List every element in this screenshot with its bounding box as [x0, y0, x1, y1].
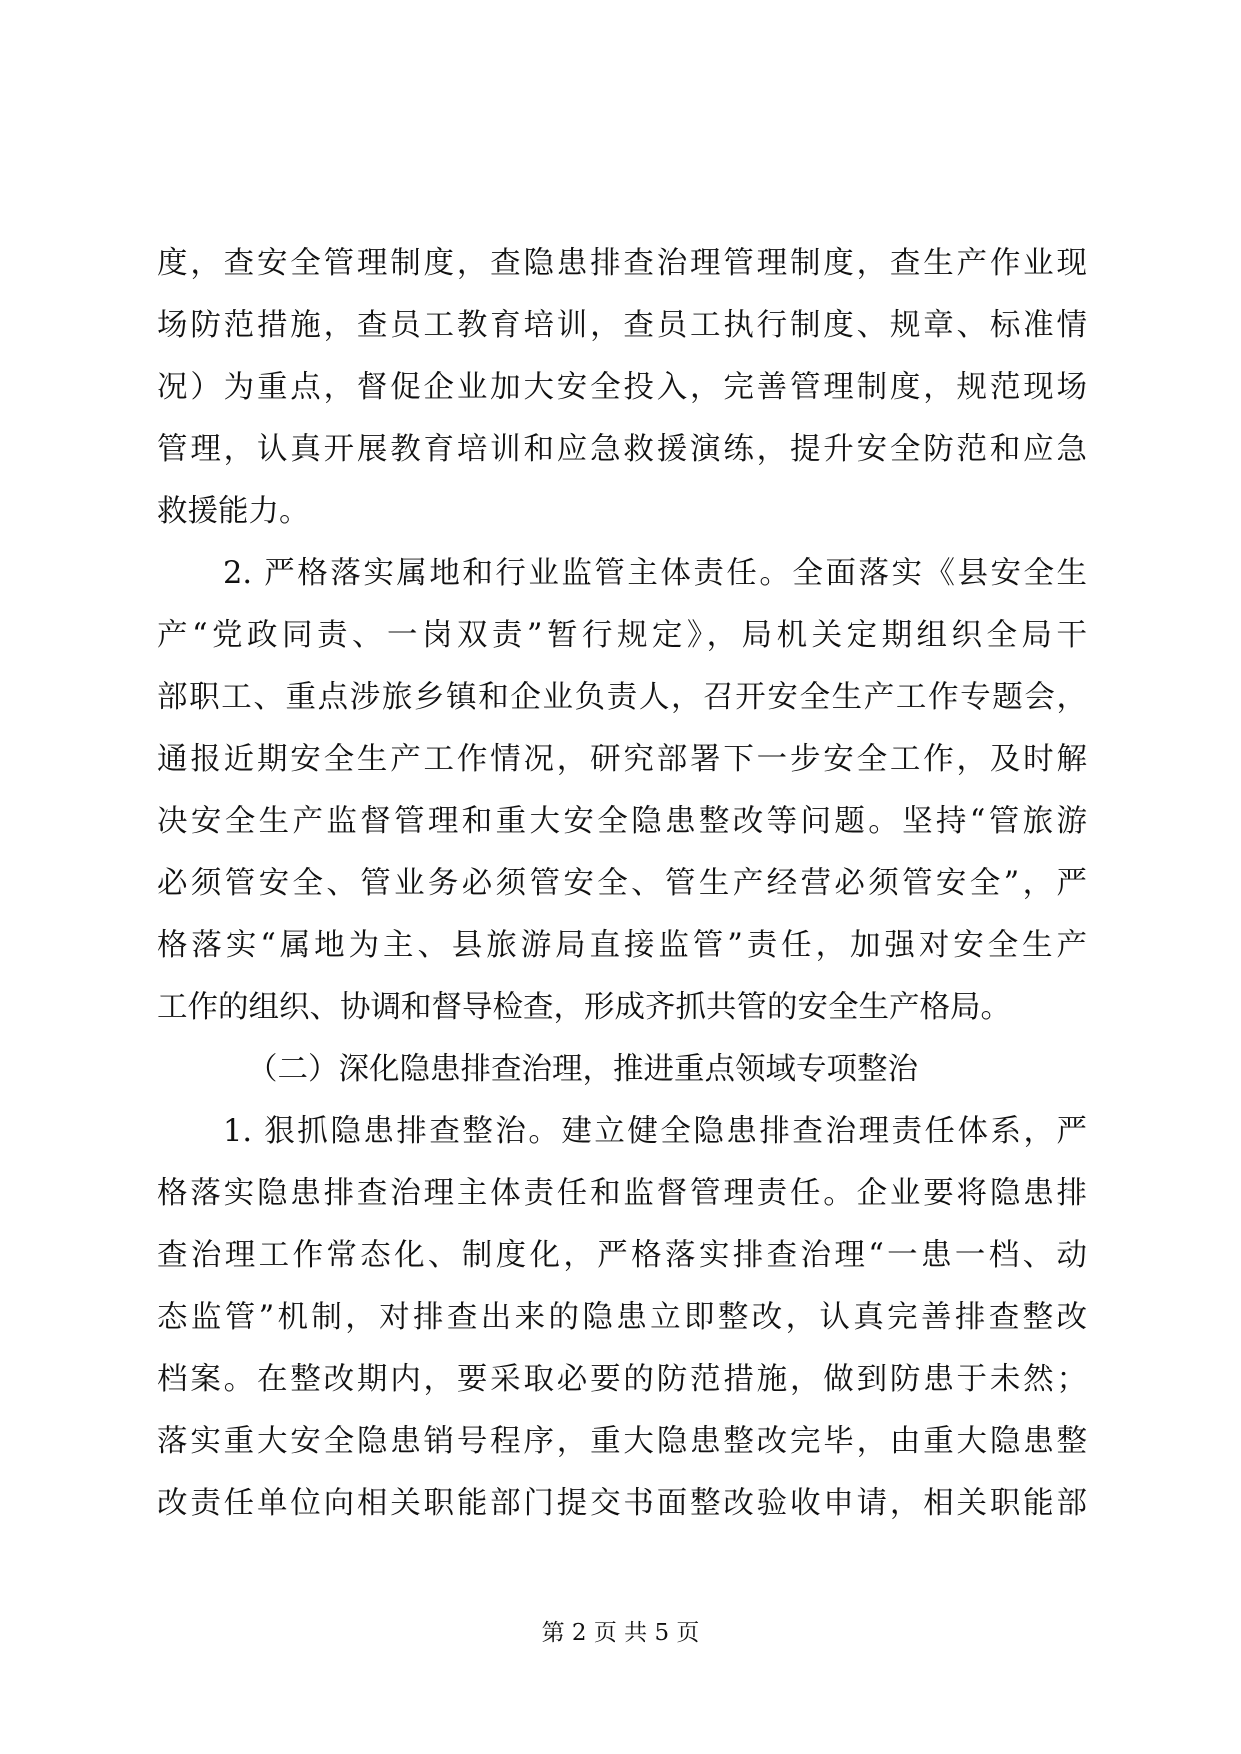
- text-line: 决安全生产监督管理和重大安全隐患整改等问题。坚持“管旅游: [157, 804, 1087, 839]
- text-line: 工作的组织、协调和督导检查，形成齐抓共管的安全生产格局。: [157, 990, 1011, 1025]
- text-line: 部职工、重点涉旅乡镇和企业负责人，召开安全生产工作专题会，: [157, 680, 1087, 715]
- text-line: 落实重大安全隐患销号程序，重大隐患整改完毕，由重大隐患整: [157, 1424, 1087, 1459]
- text-line: 度，查安全管理制度，查隐患排查治理管理制度，查生产作业现: [157, 246, 1087, 281]
- body-text: [157, 233, 1087, 1535]
- paragraph-first-line: 1. 狠抓隐患排查整治。建立健全隐患排查治理责任体系，严: [223, 1114, 1087, 1149]
- text-line: 管理，认真开展教育培训和应急救援演练，提升安全防范和应急: [157, 432, 1087, 467]
- text-line: 救援能力。: [157, 494, 310, 529]
- page-number: 第 2 页 共 5 页: [541, 1620, 700, 1646]
- text-line: 必须管安全、管业务必须管安全、管生产经营必须管安全”，严: [157, 866, 1087, 901]
- text-line: 格落实“属地为主、县旅游局直接监管”责任，加强对安全生产: [157, 928, 1087, 963]
- text-line: 通报近期安全生产工作情况，研究部署下一步安全工作，及时解: [157, 742, 1087, 777]
- text-line: 档案。在整改期内，要采取必要的防范措施，做到防患于未然；: [157, 1362, 1087, 1397]
- section-heading: （二）深化隐患排查治理，推进重点领域专项整治: [247, 1052, 918, 1087]
- text-line: 况）为重点，督促企业加大安全投入，完善管理制度，规范现场: [157, 370, 1087, 405]
- text-line: 查治理工作常态化、制度化，严格落实排查治理“一患一档、动: [157, 1238, 1087, 1273]
- text-line: 态监管”机制，对排查出来的隐患立即整改，认真完善排查整改: [157, 1300, 1087, 1335]
- paragraph-first-line: 2. 严格落实属地和行业监管主体责任。全面落实《县安全生: [223, 556, 1087, 591]
- text-line: 场防范措施，查员工教育培训，查员工执行制度、规章、标准情: [157, 308, 1087, 343]
- text-line: 改责任单位向相关职能部门提交书面整改验收申请，相关职能部: [157, 1486, 1087, 1521]
- text-line: 产“党政同责、一岗双责”暂行规定》，局机关定期组织全局干: [157, 618, 1087, 653]
- text-line: 格落实隐患排查治理主体责任和监督管理责任。企业要将隐患排: [157, 1176, 1087, 1211]
